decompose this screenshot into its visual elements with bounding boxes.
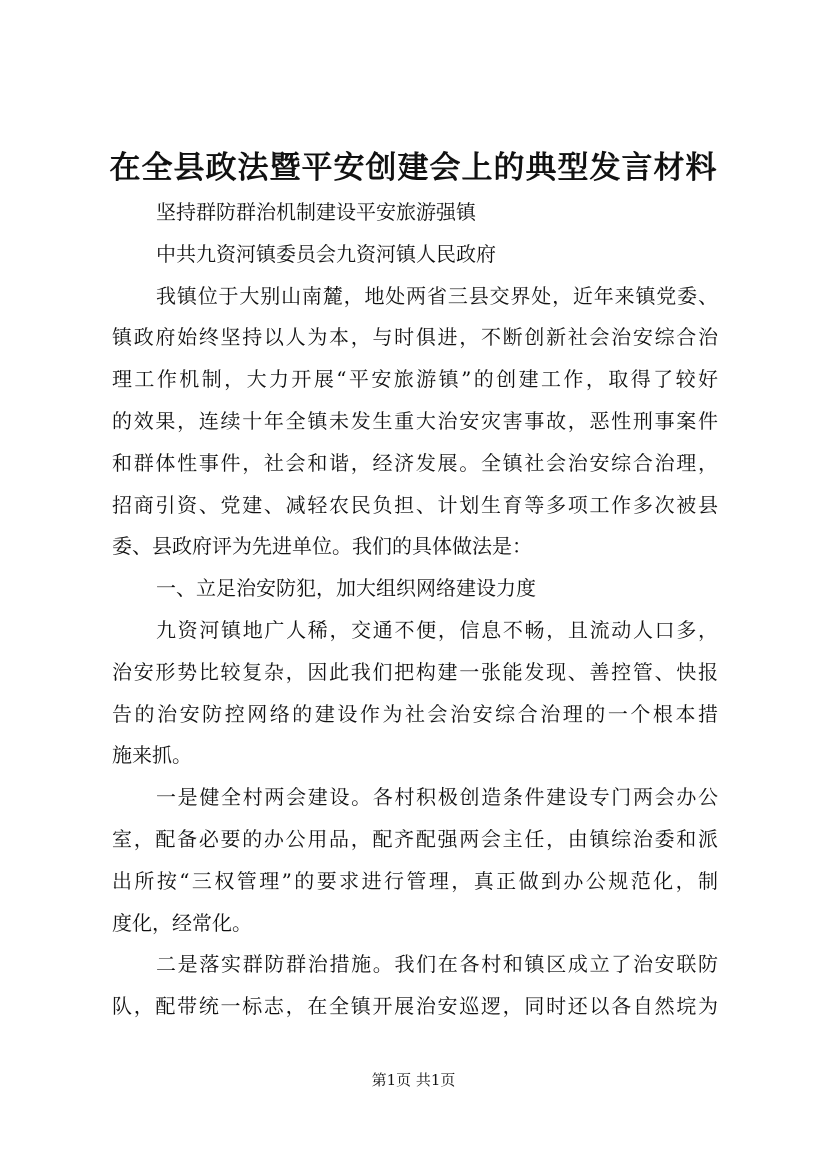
paragraph-line: 队，配带统一标志，在全镇开展治安巡逻，同时还以各自然垸为: [112, 994, 718, 1019]
paragraph-line: 和群体性事件，社会和谐，经济发展。全镇社会治安综合治理，: [112, 450, 718, 475]
document-body: [112, 192, 718, 1028]
paragraph-line: 九资河镇地广人稀，交通不便，信息不畅，且流动人口多，: [156, 617, 718, 642]
paragraph-line: 室，配备必要的办公用品，配齐配强两会主任，由镇综治委和派: [112, 826, 718, 851]
paragraph-line: 施来抓。: [112, 743, 192, 768]
paragraph-line: 委、县政府评为先进单位。我们的具体做法是：: [112, 534, 532, 559]
paragraph-line: 度化，经常化。: [112, 910, 252, 935]
paragraph-line: 一是健全村两会建设。各村积极创造条件建设专门两会办公: [156, 785, 718, 810]
paragraph-line: 二是落实群防群治措施。我们在各村和镇区成立了治安联防: [156, 952, 718, 977]
paragraph-line: 治安形势比较复杂，因此我们把构建一张能发现、善控管、快报: [112, 659, 718, 684]
paragraph-line: 出所按“三权管理”的要求进行管理，真正做到办公规范化，制: [112, 868, 718, 893]
paragraph-line: 镇政府始终坚持以人为本，与时俱进，不断创新社会治安综合治: [112, 325, 718, 350]
paragraph-line: 理工作机制，大力开展“平安旅游镇”的创建工作，取得了较好: [112, 367, 718, 392]
section-heading: 一、立足治安防犯，加大组织网络建设力度: [156, 576, 536, 601]
paragraph-line: 告的治安防控网络的建设作为社会治安综合治理的一个根本措: [112, 701, 718, 726]
paragraph-line: 招商引资、党建、减轻农民负担、计划生育等多项工作多次被县: [112, 492, 718, 517]
author-line: 中共九资河镇委员会九资河镇人民政府: [156, 241, 496, 266]
paragraph-line: 我镇位于大别山南麓，地处两省三县交界处，近年来镇党委、: [156, 283, 718, 308]
paragraph-line: 的效果，连续十年全镇未发生重大治安灾害事故，恶性刑事案件: [112, 408, 718, 433]
subtitle-line: 坚持群防群治机制建设平安旅游强镇: [156, 200, 476, 224]
document-title: 在全县政法暨平安创建会上的典型发言材料: [109, 150, 718, 186]
page-number: 第1页 共1页: [371, 1071, 456, 1089]
